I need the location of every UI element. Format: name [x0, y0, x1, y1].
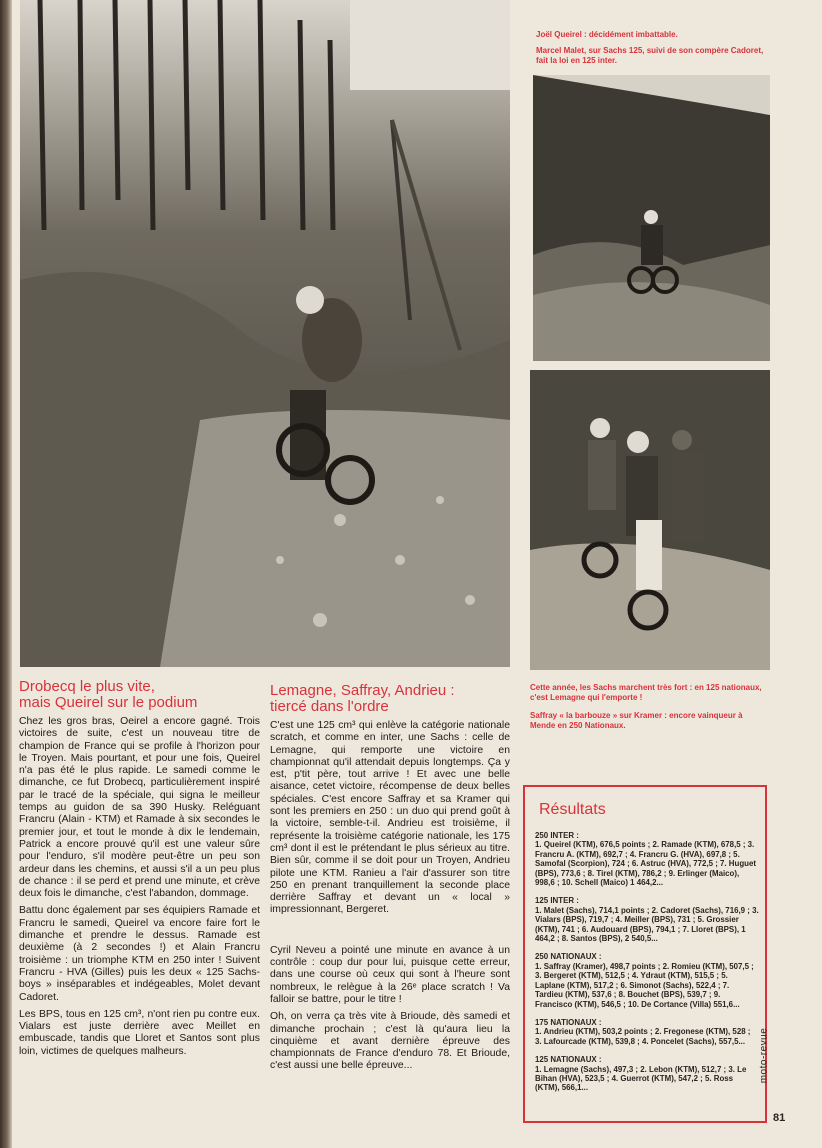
heading-drobecq	[19, 679, 264, 711]
heading-lemagne-line1: Lemagne, Saffray, Andrieu :	[270, 682, 455, 699]
results-block-title: 125 INTER :	[535, 896, 579, 906]
photo-malet-trail	[533, 75, 770, 361]
paragraph: Chez les gros bras, Oeirel a encore gagné. Trois victoires de suite, c'est un nouveau titre de champion de France qui se profile à l'horizon pour le Troyen. Mais pourtant, et pour une fois, Queirel n'a pas été le plus rapide. Le samedi comme le dimanche, ce fut Drobecq, particulièrement inspiré par le tracé de la spéciale, qui signa le meilleur temps au guidon de sa 390 Husky. Reléguant Francru (Alain - KTM) et Ramade à six secondes le premier jour, et tout le monde à dix le lendemain, Patrick a encore prouvé qu'il est une valeur sûre pour l'enduro, s'il modère peut-être un peu son ardeur dans les chemins, et aussi s'il a un peu plus de chance : il se perd et prend une minute, et crève deux fois le dimanche, c'est l'abandon, dommage.	[19, 716, 260, 900]
magazine-name	[758, 1020, 790, 1100]
magazine-name-text: moto-revue	[758, 1027, 770, 1084]
heading-lemagne-line2: tiercé dans l'ordre	[270, 698, 389, 715]
caption-malet: Marcel Malet, sur Sachs 125, suivi de son compère Cadoret, fait la loi en 125 inter.	[536, 46, 764, 65]
heading-drobecq-line2: mais Queirel sur le podium	[19, 694, 198, 711]
paragraph: Battu donc également par ses équipiers Ramade et Francru le samedi, Queirel va encore faire fort le dimanche et prendre le dessus. Ramade est deuxième (à 2 secondes !) et Alain Francru troisième : un triomphe KTM en 250 inter ! Suivent Francru - HVA (Gilles) puis les deux « 125 Sachs-boys » inséparables et indégeables, Molet devant Cadoret.	[19, 905, 260, 1003]
page-gutter	[0, 0, 12, 1148]
caption-lemagne: Cette année, les Sachs marchent très fort : en 125 nationaux, c'est Lemagne qui l'emporte !	[530, 683, 762, 702]
article-right-body	[270, 720, 510, 1078]
caption-saffray: Saffray « la barbouze » sur Kramer : encore vainqueur à Mende en 250 Nationaux.	[530, 711, 743, 730]
paragraph: C'est une 125 cm³ qui enlève la catégorie nationale scratch, et comme en inter, une Sachs : celle de Lemagne, qui remporte une victoire en championnat qu'il attendait depuis longtemps. Ça y est, p'tit père, tout arrive ! Et avec une belle aisance, cetet victoire, récompense de deux belles spéciales. C'est encore Saffray et sa Kramer qui sont les premiers en 250 : un duo qui prend goût à la victoire, semble-t-il. Andrieu est troisième, il représente la troisième catégorie nationale, les 175 cm³ dont il est le prétendant le plus sérieux au titre. Bien sûr, comme il se doit pour un Troyen, Andrieu pilote une KTM. Ranieu a l'air d'assurer son titre 250 en prenant tranquillement la seconde place derrière Saffray et devant un « local » impressionnant, Bergeret.	[270, 720, 510, 916]
results-block-title: 250 NATIONAUX :	[535, 952, 602, 962]
heading-lemagne	[270, 683, 515, 715]
results-block-125-inter	[535, 896, 759, 943]
results-block-250-nationaux	[535, 952, 759, 1008]
page-number: 81	[773, 1112, 786, 1124]
results-block-text: 1. Malet (Sachs), 714,1 points ; 2. Cadoret (Sachs), 716,9 ; 3. Vialars (BPS), 719,7 ; 4. Meiller (BPS), 731 ; 5. Grossier (KTM), 741 ; 6. Audouard (BPS), 794,1 ; 7. Lloret (BPS), 1 464,2 ; 8. Santos (BPS), 2 540,5...	[535, 905, 759, 944]
results-block-title: 250 INTER :	[535, 831, 579, 840]
results-block-text: 1. Saffray (Kramer), 498,7 points ; 2. Romieu (KTM), 507,5 ; 3. Bergeret (KTM), 512,5 ; 4. Ydraut (KTM), 515,5 ; 5. Laplane (KTM), 517,2 ; 6. Simonot (Sachs), 522,4 ; 7. Tardieu (KTM), 537,6 ; 8. Bouchet (BPS), 539,7 ; 9. Francisco (KTM), 546,5 ; 10. De Cortance (Villa) 551,6...	[535, 961, 754, 1009]
paragraph: Oh, on verra ça très vite à Brioude, dès samedi et dimanche prochain ; c'est là qu'aura lieu la cinquième et avant dernière épreuve des championnats de France d'enduro 78. Et Brioude, c'est aussi une belle épreuve...	[270, 1011, 510, 1072]
results-block-text: 1. Queirel (KTM), 676,5 points ; 2. Ramade (KTM), 678,5 ; 3. Francru A. (KTM), 692,7 ; 4. Francru G. (HVA), 697,8 ; 5. Samofal (Scorpion), 724 ; 6. Astruc (HVA), 772,5 ; 7. Huguet (BPS), 773,6 ; 8. Tirel (KTM), 786,2 ; 9. Erlinger (Maico), 998,6 ; 10. Schell (Maico) 1 464,2...	[535, 840, 756, 888]
results-block-text: 1. Andrieu (KTM), 503,2 points ; 2. Fregonese (KTM), 528 ; 3. Lafourcade (KTM), 539,8 ; 4. Poncelet (Sachs), 557,5...	[535, 1027, 751, 1046]
paragraph: Les BPS, tous en 125 cm³, n'ont rien pu contre eux. Vialars est juste derrière avec Meillet en embuscade, tandis que Lloret et Santos sont plus loin, victimes de quelques malheurs.	[19, 1008, 260, 1057]
results-block-text: 1. Lemagne (Sachs), 497,3 ; 2. Lebon (KTM), 512,7 ; 3. Le Bihan (HVA), 523,5 ; 4. Guerrot (KTM), 547,2 ; 5. Ross (KTM), 566,1...	[535, 1064, 747, 1093]
photo-forest-rider	[20, 0, 510, 667]
caption-top	[536, 30, 776, 66]
results-block-125-nationaux	[535, 1055, 759, 1093]
heading-drobecq-line1: Drobecq le plus vite,	[19, 678, 155, 695]
caption-queirel: Joël Queirel : décidément imbattable.	[536, 30, 678, 39]
results-block-title: 125 NATIONAUX :	[535, 1055, 602, 1065]
results-block-175-nationaux	[535, 1018, 759, 1046]
article-left-body	[19, 716, 260, 1063]
results-block-250-inter	[535, 831, 759, 887]
paragraph: Cyril Neveu a pointé une minute en avance à un contrôle : coup dur pour lui, puisque cette erreur, dans une course où ceux qui sont à l'heure sont nombreux, le relègue à la 26ᵉ place scratch ! Va falloir se battre, pour le titre !	[270, 944, 510, 1005]
photo-three-riders	[530, 370, 770, 670]
results-title: Résultats	[539, 801, 606, 818]
caption-mid	[530, 683, 770, 731]
results-block-title: 175 NATIONAUX :	[535, 1017, 602, 1027]
results-box	[523, 785, 770, 1123]
